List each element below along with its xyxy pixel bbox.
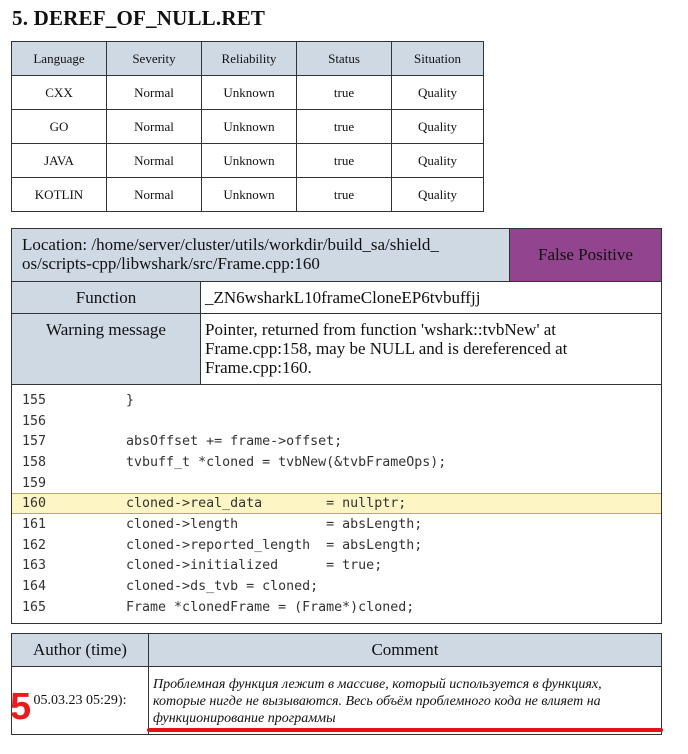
table-row (12, 110, 484, 144)
false-positive-badge[interactable]: False Positive (509, 229, 661, 281)
cell-situation: Quality (392, 110, 484, 144)
code-line (12, 576, 661, 597)
code-line (12, 390, 661, 411)
code-line (12, 431, 661, 452)
line-number: 165 (22, 599, 47, 615)
table-row (12, 144, 484, 178)
cell-status: true (297, 144, 392, 178)
location-path-line: os/scripts-cpp/libwshark/src/Frame.cpp:160 (22, 254, 320, 273)
cell-status: true (297, 178, 392, 212)
code-text: cloned->initialized = true; (94, 558, 383, 574)
comments-table (11, 633, 662, 735)
cell-status: true (297, 76, 392, 110)
function-row (11, 282, 662, 314)
code-text: cloned->reported_length = absLength; (94, 537, 423, 553)
function-value: _ZN6wsharkL10frameCloneEP6tvbuffjj (205, 288, 481, 307)
function-label: Function (12, 282, 201, 313)
comment-text: Проблемная функция лежит в массиве, который используется в функциях, которые нигде не вызываются. Весь объём проблемного кода не влияет на функционирование программы (149, 667, 662, 735)
comment-row (12, 667, 662, 735)
line-number: 162 (22, 537, 47, 553)
code-line (12, 535, 661, 556)
page-title: 5. DEREF_OF_NULL.RET (12, 6, 266, 30)
code-text: cloned->length = absLength; (94, 516, 423, 532)
comment-author-time: 05.03.23 05:29): (12, 667, 149, 735)
code-line (12, 452, 661, 473)
comments-header-row (12, 634, 662, 667)
location-path (12, 229, 509, 281)
warning-row (11, 314, 662, 385)
line-number: 160 (22, 496, 47, 512)
line-number: 158 (22, 454, 47, 470)
code-text: Frame *clonedFrame = (Frame*)cloned; (94, 599, 415, 615)
header-language: Language (12, 42, 107, 76)
cell-severity: Normal (107, 144, 202, 178)
cell-situation: Quality (392, 76, 484, 110)
code-text: } (94, 392, 135, 408)
header-author-time: Author (time) (12, 634, 149, 667)
header-situation: Situation (392, 42, 484, 76)
cell-language: GO (12, 110, 107, 144)
code-text: cloned->ds_tvb = cloned; (94, 579, 319, 595)
header-comment: Comment (149, 634, 662, 667)
cell-language: KOTLIN (12, 178, 107, 212)
code-snippet (11, 385, 662, 624)
location-path-line: Location: /home/server/cluster/utils/workdir/build_sa/shield_ (22, 235, 439, 254)
location-bar (11, 228, 662, 282)
header-reliability: Reliability (202, 42, 297, 76)
cell-situation: Quality (392, 144, 484, 178)
line-number: 155 (22, 392, 47, 408)
line-number: 157 (22, 434, 47, 450)
code-line (12, 597, 661, 618)
table-row (12, 178, 484, 212)
code-text: absOffset += frame->offset; (94, 434, 343, 450)
line-number: 156 (22, 413, 47, 429)
cell-severity: Normal (107, 110, 202, 144)
cell-reliability: Unknown (202, 110, 297, 144)
code-line (12, 411, 661, 432)
warning-label: Warning message (12, 314, 201, 384)
cell-reliability: Unknown (202, 178, 297, 212)
properties-table (11, 41, 484, 212)
code-text: cloned->real_data = nullptr; (94, 496, 407, 512)
cell-situation: Quality (392, 178, 484, 212)
code-line (12, 556, 661, 577)
cell-language: JAVA (12, 144, 107, 178)
code-line (12, 473, 661, 494)
code-line-highlighted (12, 493, 661, 514)
code-text: tvbuff_t *cloned = tvbNew(&tvbFrameOps); (94, 454, 447, 470)
cell-reliability: Unknown (202, 76, 297, 110)
cell-severity: Normal (107, 76, 202, 110)
header-severity: Severity (107, 42, 202, 76)
annotation-number: 5 (10, 686, 32, 728)
cell-reliability: Unknown (202, 144, 297, 178)
line-number: 159 (22, 475, 47, 491)
line-number: 164 (22, 579, 47, 595)
cell-language: CXX (12, 76, 107, 110)
cell-status: true (297, 110, 392, 144)
line-number: 161 (22, 516, 47, 532)
table-row (12, 76, 484, 110)
properties-header-row (12, 42, 484, 76)
code-line (12, 514, 661, 535)
cell-severity: Normal (107, 178, 202, 212)
annotation-underline (147, 728, 663, 732)
header-status: Status (297, 42, 392, 76)
line-number: 163 (22, 558, 47, 574)
warning-message: Pointer, returned from function 'wshark::tvbNew' at Frame.cpp:158, may be NULL and is dereferenced at Frame.cpp:160. (205, 320, 568, 377)
